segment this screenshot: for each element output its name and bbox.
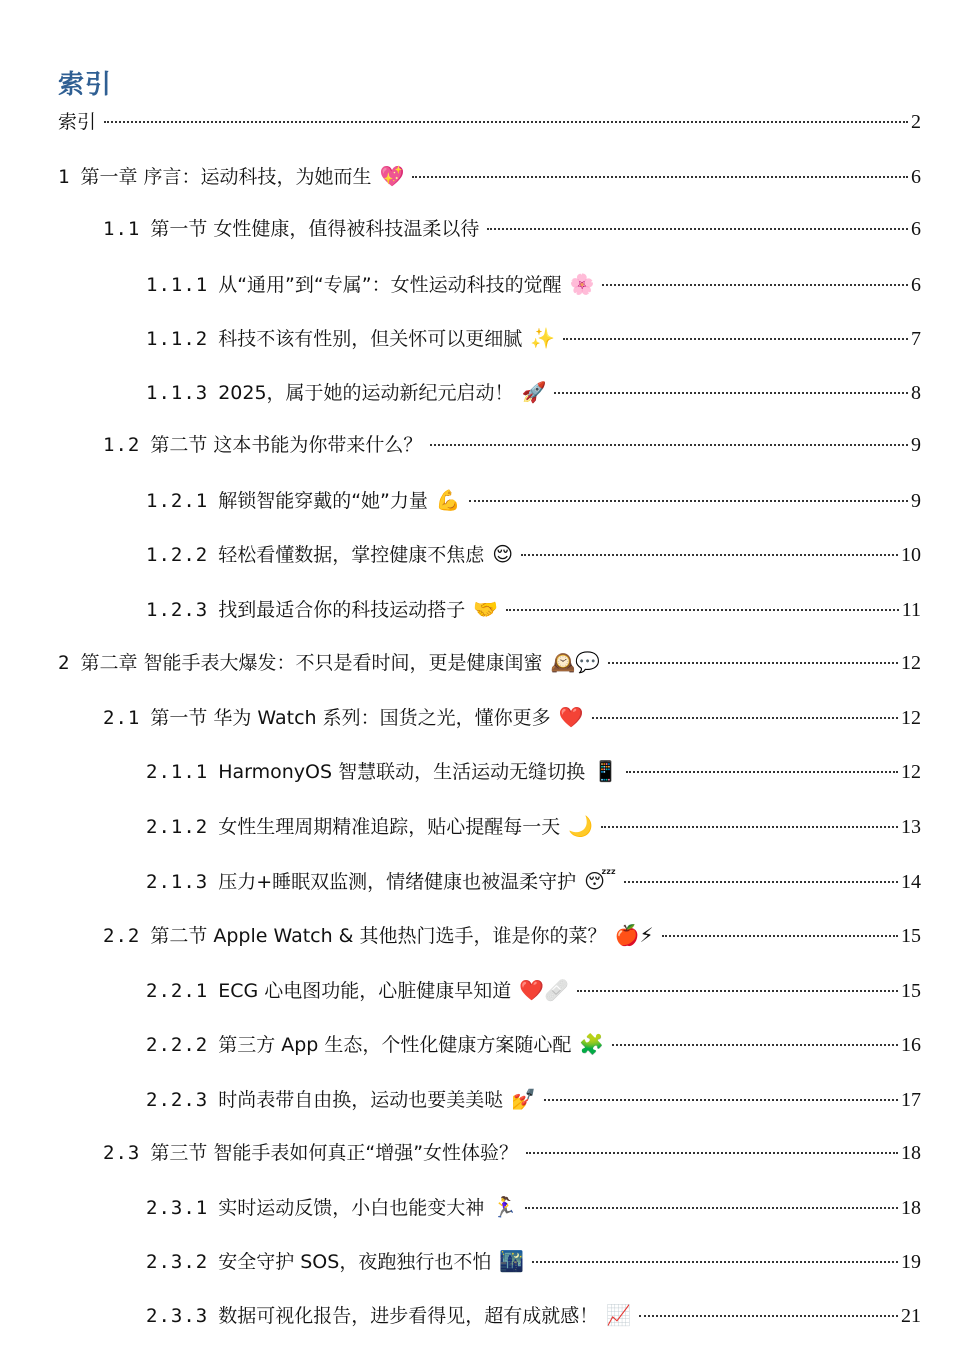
dot-leader (612, 1043, 898, 1046)
toc-entry-label: 2.1.3 压力+睡眠双监测，情绪健康也被温柔守护 😴 (146, 869, 617, 893)
toc-page-number: 14 (901, 871, 921, 893)
toc-entry-label: 1.1.2 科技不该有性别，但关怀可以更细腻 ✨ (146, 326, 556, 350)
dot-leader (104, 120, 908, 123)
dot-leader (554, 391, 908, 394)
dot-leader (563, 337, 908, 340)
toc-entry[interactable] (103, 703, 921, 732)
dot-leader (532, 1260, 898, 1263)
dot-leader (525, 1206, 898, 1209)
toc-entry[interactable] (103, 921, 921, 950)
toc-entry[interactable] (103, 431, 921, 459)
toc-entry[interactable] (146, 976, 921, 1005)
toc-entry-label: 2.2 第二节 Apple Watch & 其他热门选手，谁是你的菜？ 🍎⚡ (103, 923, 654, 947)
toc-page-number: 19 (901, 1251, 921, 1273)
dot-leader (662, 934, 899, 937)
dot-leader (577, 989, 898, 992)
toc-entry[interactable] (146, 867, 921, 896)
toc-page-number: 15 (901, 980, 921, 1002)
night-city-icon: 🌃 (499, 1249, 525, 1273)
dot-leader (639, 1314, 898, 1317)
toc-page-number: 12 (901, 652, 921, 674)
sparkling-heart-icon: 💖 (379, 164, 405, 188)
handshake-icon: 🤝 (473, 597, 499, 621)
toc-entry-label: 2.1 第一节 华为 Watch 系列：国货之光，懂你更多 ❤️ (103, 705, 584, 729)
toc-entry[interactable] (146, 486, 921, 515)
dot-leader (469, 499, 908, 502)
dot-leader (430, 443, 908, 446)
crescent-moon-icon: 🌙 (568, 814, 594, 838)
toc-entry[interactable] (146, 1301, 921, 1330)
toc-entry[interactable] (146, 1030, 921, 1059)
clock-speech-icon: 🕰️💬 (550, 650, 601, 674)
toc-page-number: 17 (901, 1089, 921, 1111)
dot-leader (602, 283, 908, 286)
toc-entry-label: 1.2.2 轻松看懂数据，掌控健康不焦虑 😌 (146, 542, 514, 566)
toc-page-number: 7 (911, 328, 921, 350)
toc-page-number: 18 (901, 1142, 921, 1164)
toc-entry-label: 索引 (58, 111, 97, 133)
toc-page-number: 2 (911, 111, 921, 133)
running-woman-icon: 🏃‍♀️ (492, 1195, 518, 1219)
toc-entry-label: 2.2.1 ECG 心电图功能，心脏健康早知道 ❤️🩹 (146, 978, 570, 1002)
cherry-blossom-icon: 🌸 (569, 272, 595, 296)
toc-page-number: 12 (901, 707, 921, 729)
toc-page-number: 10 (901, 544, 921, 566)
toc-entry-label: 1.2 第二节 这本书能为你带来什么？ (103, 434, 423, 456)
toc-entry[interactable] (146, 324, 921, 353)
dot-leader (412, 175, 908, 178)
toc-entry-label: 2.1.1 HarmonyOS 智慧联动，生活运动无缝切换 📱 (146, 759, 618, 783)
toc-entry[interactable] (146, 595, 921, 624)
sparkles-icon: ✨ (530, 326, 556, 350)
toc-page-number: 21 (901, 1305, 921, 1327)
toc-entry[interactable] (146, 540, 921, 569)
toc-page-number: 6 (911, 166, 921, 188)
toc-entry-label: 1.2.1 解锁智能穿戴的“她”力量 💪 (146, 488, 461, 512)
toc-entry-label: 1.2.3 找到最适合你的科技运动搭子 🤝 (146, 597, 499, 621)
toc-entry-label: 2.3.3 数据可视化报告，进步看得见，超有成就感！ 📈 (146, 1303, 632, 1327)
dot-leader (506, 608, 899, 611)
toc-heading: 索引 (58, 70, 113, 100)
toc-page-number: 12 (901, 761, 921, 783)
toc-page-number: 6 (911, 218, 921, 240)
toc-entry-label: 1.1.1 从“通用”到“专属”：女性运动科技的觉醒 🌸 (146, 272, 595, 296)
toc-page-number: 9 (911, 434, 921, 456)
toc-page-number: 15 (901, 925, 921, 947)
toc-entry-label: 2 第二章 智能手表大爆发：不只是看时间，更是健康闺蜜 🕰️💬 (58, 650, 601, 674)
toc-entry[interactable] (58, 162, 921, 191)
dot-leader (487, 227, 908, 230)
toc-entry-label: 2.3.2 安全守护 SOS，夜跑独行也不怕 🌃 (146, 1249, 525, 1273)
flexed-biceps-icon: 💪 (435, 488, 461, 512)
toc-page-number: 16 (901, 1034, 921, 1056)
toc-page-number: 13 (901, 816, 921, 838)
toc-entry-label: 2.1.2 女性生理周期精准追踪，贴心提醒每一天 🌙 (146, 814, 594, 838)
toc-entry[interactable] (146, 1247, 921, 1276)
toc-entry-label: 2.3.1 实时运动反馈，小白也能变大神 🏃‍♀️ (146, 1195, 518, 1219)
toc-entry-label: 1 第一章 序言：运动科技，为她而生 💖 (58, 164, 405, 188)
toc-entry-label: 2.3 第三节 智能手表如何真正“增强”女性体验？ (103, 1142, 519, 1164)
toc-entry[interactable] (103, 215, 921, 243)
toc-entry-label: 1.1.3 2025，属于她的运动新纪元启动！ 🚀 (146, 380, 547, 404)
dot-leader (626, 770, 898, 773)
dot-leader (608, 661, 898, 664)
dot-leader (624, 880, 898, 883)
heart-icon: ❤️ (558, 705, 584, 729)
toc-entry[interactable] (146, 270, 921, 299)
chart-increasing-icon: 📈 (606, 1303, 632, 1327)
toc-entry-label: 2.2.2 第三方 App 生态，个性化健康方案随心配 🧩 (146, 1032, 605, 1056)
toc-entry[interactable] (146, 1085, 921, 1114)
toc-entry[interactable] (58, 648, 921, 677)
toc-entry[interactable] (103, 1139, 921, 1167)
toc-page-number: 8 (911, 382, 921, 404)
puzzle-piece-icon: 🧩 (579, 1032, 605, 1056)
dot-leader (526, 1151, 898, 1154)
dot-leader (592, 716, 898, 719)
nail-polish-icon: 💅 (511, 1087, 537, 1111)
mobile-phone-icon: 📱 (593, 759, 618, 783)
toc-page-number: 9 (911, 490, 921, 512)
heart-bandage-icon: ❤️🩹 (519, 978, 570, 1002)
toc-page-number: 11 (901, 599, 921, 621)
toc-entry-label: 1.1 第一节 女性健康，值得被科技温柔以待 (103, 218, 480, 240)
toc-entry[interactable] (146, 378, 921, 407)
dot-leader (544, 1098, 898, 1101)
dot-leader (521, 553, 898, 556)
toc-entry[interactable] (146, 1193, 921, 1222)
toc-entry[interactable] (146, 812, 921, 841)
relieved-face-icon: 😌 (492, 542, 514, 566)
toc-page-number: 18 (901, 1197, 921, 1219)
apple-lightning-icon: 🍎⚡ (614, 923, 654, 947)
toc-entry[interactable] (146, 757, 921, 786)
toc-page-number: 6 (911, 274, 921, 296)
toc-entry[interactable] (58, 108, 921, 136)
dot-leader (601, 825, 898, 828)
rocket-icon: 🚀 (521, 380, 547, 404)
sleeping-face-icon: 😴 (584, 869, 617, 893)
toc-entry-label: 2.2.3 时尚表带自由换，运动也要美美哒 💅 (146, 1087, 537, 1111)
